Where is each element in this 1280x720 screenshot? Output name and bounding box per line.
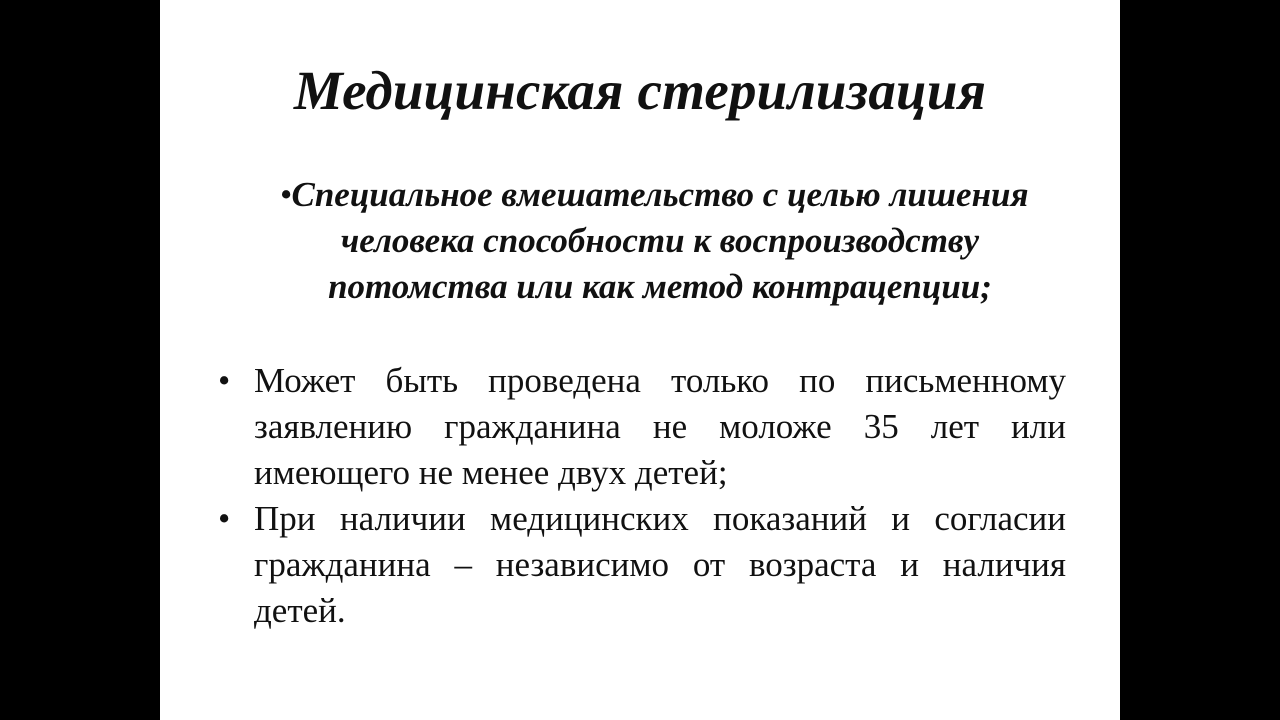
bullet-marker: •	[218, 499, 231, 538]
presentation-slide	[160, 0, 1120, 720]
bullet-text: При наличии медицинских показаний и согласии гражданина – независимо от возраста и наличия детей.	[254, 499, 1066, 630]
bullet-text: Специальное вмешательство с целью лишения человека способности к воспроизводству потомства или как метод контрацепции;	[291, 175, 1029, 306]
bullet-marker: •	[218, 361, 231, 400]
bullet-text: Может быть проведена только по письменному заявлению гражданина не моложе 35 лет или имеющего не менее двух детей;	[254, 361, 1066, 492]
slide-title: Медицинская стерилизация	[293, 60, 987, 121]
bullet-marker: •	[280, 175, 293, 214]
bullet-definition	[260, 172, 1060, 310]
bullet-written-application	[218, 358, 1066, 496]
bullet-medical-indications	[218, 496, 1066, 634]
